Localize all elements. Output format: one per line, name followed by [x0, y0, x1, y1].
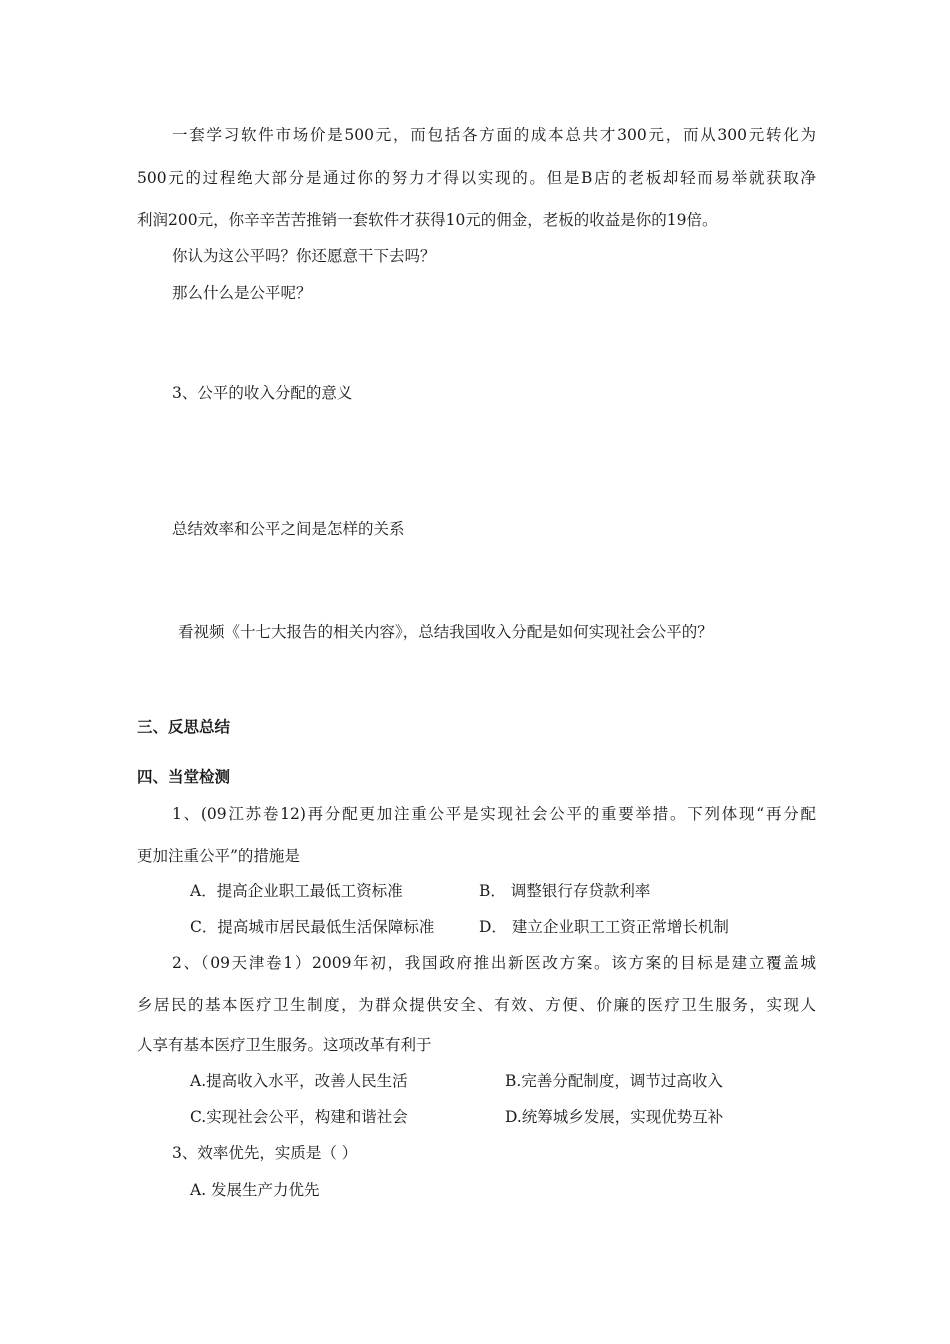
intro-line-3: 利润200元，你辛辛苦苦推销一套软件才获得10元的佣金，老板的收益是你的19倍。 [137, 211, 718, 229]
q2-stem-line-3: 人享有基本医疗卫生服务。这项改革有利于 [137, 1036, 432, 1054]
section-3-title: 3、公平的收入分配的意义 [172, 384, 353, 402]
heading-reflection: 三、反思总结 [137, 718, 231, 736]
q3-stem: 3、效率优先，实质是（ ） [172, 1144, 358, 1162]
video-prompt: 看视频《十七大报告的相关内容》，总结我国收入分配是如何实现社会公平的？ [178, 623, 713, 641]
intro-question-1: 你认为这公平吗？你还愿意干下去吗？ [172, 247, 436, 265]
q1-option-c: C．提高城市居民最低生活保障标准 [190, 918, 435, 936]
q2-stem-line-1: 2、（09天津卷1）2009年初，我国政府推出新医改方案。该方案的目标是建立覆盖城 [172, 954, 816, 972]
q1-option-a: A．提高企业职工最低工资标准 [190, 882, 403, 900]
q2-stem-line-2: 乡居民的基本医疗卫生制度，为群众提供安全、有效、方便、价廉的医疗卫生服务，实现人 [137, 996, 816, 1014]
summary-prompt: 总结效率和公平之间是怎样的关系 [172, 520, 405, 538]
q1-option-d: D． 建立企业职工工资正常增长机制 [479, 918, 729, 936]
q2-option-d: D.统筹城乡发展，实现优势互补 [505, 1108, 724, 1126]
intro-question-2: 那么什么是公平呢？ [172, 284, 312, 302]
q2-option-a: A.提高收入水平，改善人民生活 [190, 1072, 408, 1090]
intro-line-2: 500元的过程绝大部分是通过你的努力才得以实现的。但是B店的老板却轻而易举就获取净 [137, 169, 816, 187]
q2-option-b: B.完善分配制度，调节过高收入 [505, 1072, 723, 1090]
intro-line-1: 一套学习软件市场价是500元，而包括各方面的成本总共才300元，而从300元转化为 [172, 126, 816, 144]
q1-option-b: B． 调整银行存贷款利率 [479, 882, 651, 900]
q1-stem-line-2: 更加注重公平”的措施是 [137, 847, 300, 865]
q1-stem-line-1: 1、(09江苏卷12)再分配更加注重公平是实现社会公平的重要举措。下列体现“再分配 [172, 805, 816, 823]
heading-test: 四、当堂检测 [137, 768, 231, 786]
q3-option-a: A. 发展生产力优先 [190, 1181, 320, 1199]
q2-option-c: C.实现社会公平，构建和谐社会 [190, 1108, 408, 1126]
